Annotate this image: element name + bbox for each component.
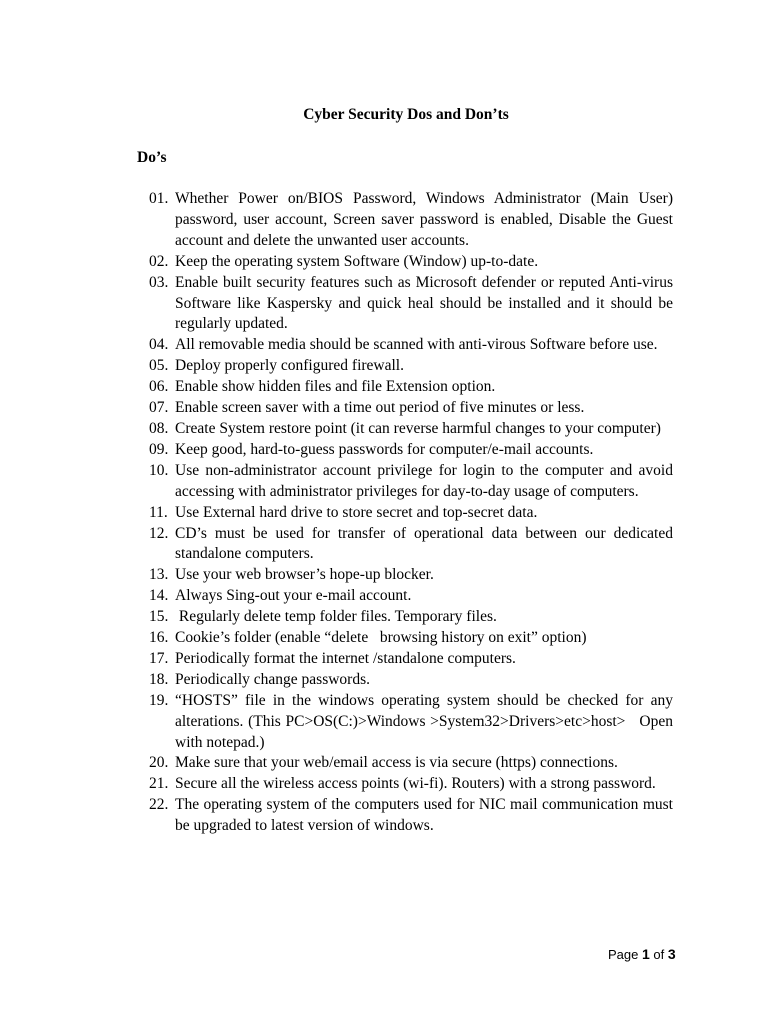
- list-item-number: 13.: [149, 566, 169, 584]
- list-item-text: “HOSTS” file in the windows operating system should be checked for any alterations. (This PC>OS(C:)>Windows >System32>Drivers>etc>host> Open with notepad.): [175, 691, 677, 751]
- list-item-text: Cookie’s folder (enable “delete browsing history on exit” option): [175, 629, 587, 647]
- list-item: [149, 586, 673, 607]
- page-footer: [608, 945, 676, 964]
- list-item-number: 11.: [149, 503, 168, 521]
- list-item-number: 12.: [149, 524, 169, 542]
- list-item-text: Keep good, hard-to-guess passwords for computer/e-mail accounts.: [175, 440, 594, 458]
- list-item-text: Use your web browser’s hope-up blocker.: [175, 566, 434, 584]
- list-item-number: 15.: [149, 608, 169, 626]
- list-item-number: 07.: [149, 399, 169, 417]
- list-item-number: 08.: [149, 419, 169, 437]
- list-item-text: Always Sing-out your e-mail account.: [175, 587, 412, 605]
- current-page-number: 1: [642, 946, 650, 962]
- list-item-text: Use non-administrator account privilege for login to the computer and avoid accessing with administrator privileges for day-to-day usage of computers.: [175, 461, 677, 500]
- list-item-text: Periodically format the internet /standalone computers.: [175, 649, 516, 667]
- list-item: [149, 273, 677, 336]
- list-item: [149, 440, 673, 461]
- list-item-text: Enable show hidden files and file Extension option.: [175, 378, 496, 396]
- list-item-text: Enable built security features such as Microsoft defender or reputed Anti-virus Software like Kaspersky and quick heal should be installed and it should be regularly updated.: [175, 273, 677, 333]
- list-item-text: Secure all the wireless access points (wi-fi). Routers) with a strong password.: [175, 775, 656, 793]
- dos-list: [149, 189, 677, 837]
- list-item: [149, 670, 673, 691]
- list-item-text: Deploy properly configured firewall.: [175, 357, 404, 375]
- list-item-number: 14.: [149, 587, 169, 605]
- list-item: [149, 774, 673, 795]
- list-item: [149, 356, 673, 377]
- list-item: [149, 377, 673, 398]
- list-item: [149, 252, 673, 273]
- list-item: [149, 524, 677, 566]
- section-heading-dos: Do’s: [137, 149, 167, 166]
- list-item-number: 16.: [149, 629, 169, 647]
- list-item-text: Regularly delete temp folder files. Temporary files.: [175, 608, 497, 626]
- list-item-number: 10.: [149, 461, 169, 479]
- list-item-number: 21.: [149, 775, 169, 793]
- list-item-number: 01.: [149, 190, 169, 207]
- list-item: [149, 503, 673, 524]
- list-item-text: Create System restore point (it can reverse harmful changes to your computer): [175, 419, 661, 437]
- list-item-number: 06.: [149, 378, 169, 396]
- list-item-text: Enable screen saver with a time out period of five minutes or less.: [175, 399, 585, 417]
- list-item-number: 22.: [149, 796, 169, 814]
- list-item: [149, 753, 673, 774]
- list-item-number: 19.: [149, 691, 169, 709]
- list-item: [149, 607, 673, 628]
- list-item-text: CD’s must be used for transfer of operational data between our dedicated standalone computers.: [175, 524, 677, 563]
- document-title: Cyber Security Dos and Don’ts: [303, 106, 509, 123]
- list-item: [149, 628, 673, 649]
- list-item: [149, 335, 673, 356]
- page-label: Page: [608, 947, 639, 962]
- list-item: [149, 398, 673, 419]
- list-item-text: Whether Power on/BIOS Password, Windows Administrator (Main User) password, user account, Screen saver password is enabled, Disable the Guest account and delete the unwanted user accounts.: [175, 190, 677, 249]
- list-item: [149, 691, 677, 754]
- list-item-number: 17.: [149, 649, 169, 667]
- list-item-text: Keep the operating system Software (Window) up-to-date.: [175, 252, 539, 270]
- list-item: [149, 649, 673, 670]
- list-item: [149, 189, 677, 252]
- list-item-text: Make sure that your web/email access is via secure (https) connections.: [175, 754, 618, 772]
- list-item-text: Periodically change passwords.: [175, 670, 370, 688]
- list-item-text: All removable media should be scanned with anti-virous Software before use.: [175, 336, 658, 354]
- list-item: [149, 419, 673, 440]
- list-item-number: 18.: [149, 670, 169, 688]
- list-item: [149, 461, 677, 503]
- list-item-text: Use External hard drive to store secret and top-secret data.: [175, 503, 538, 521]
- list-item-number: 04.: [149, 336, 169, 354]
- of-label: of: [653, 947, 665, 962]
- list-item: [149, 795, 677, 837]
- list-item-text: The operating system of the computers used for NIC mail communication must be upgraded to latest version of windows.: [175, 796, 677, 835]
- list-item: [149, 565, 673, 586]
- list-item-number: 09.: [149, 440, 169, 458]
- list-item-number: 05.: [149, 357, 169, 375]
- list-item-number: 03.: [149, 273, 169, 291]
- list-item-number: 02.: [149, 252, 169, 270]
- total-pages-number: 3: [667, 946, 676, 962]
- list-item-number: 20.: [149, 754, 169, 772]
